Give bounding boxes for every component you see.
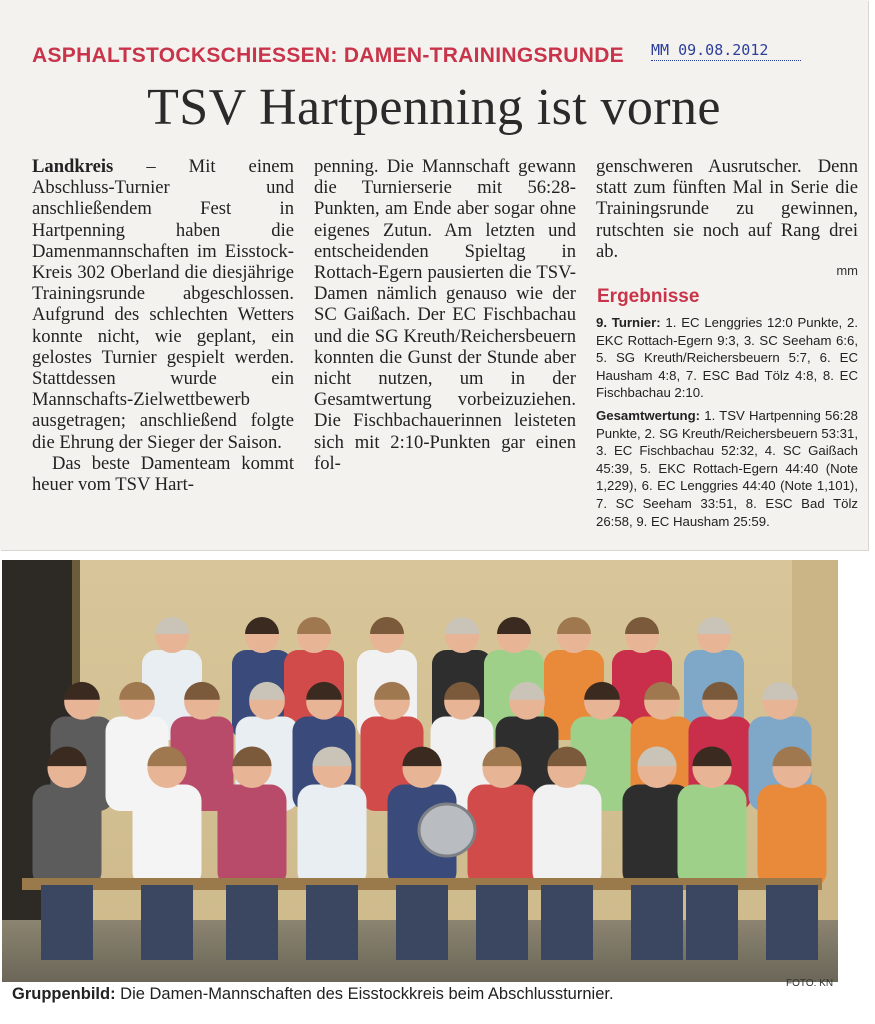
group-photo-illustration [2, 560, 838, 982]
results-text: 1. EC Lenggries 12:0 Punkte, 2. EKC Rottach-Egern 9:3, 3. SC Seeham 6:6, 5. SG Kreuth/Reichersbeuern 5:7, 6. EC Hausham 4:8, 7. ESC Bad Tölz 4:8, 8. EC Fischbachau 2:10. [596, 315, 858, 401]
person-body [533, 785, 602, 889]
person-legs [396, 885, 448, 960]
lead-word: Landkreis [32, 156, 114, 177]
person-body [468, 785, 537, 889]
group-photo [2, 560, 838, 982]
person-legs [226, 885, 278, 960]
column-1-text-2: Das beste Damenteam kommt heuer vom TSV Hart- [32, 452, 294, 496]
trophy-plate [419, 804, 475, 856]
results-heading: Ergebnisse [597, 286, 700, 307]
article-column-2 [314, 156, 576, 474]
caption-label: Gruppenbild: [12, 985, 116, 1003]
dateline-stamp: MM 09.08.2012 [651, 41, 769, 59]
kicker: ASPHALTSTOCKSCHIESSEN: DAMEN-TRAININGSRUNDE [32, 44, 624, 67]
article-column-3 [596, 156, 858, 281]
person-legs [686, 885, 738, 960]
results-box [596, 314, 858, 535]
person-legs [41, 885, 93, 960]
person-body [33, 785, 102, 889]
column-2-text: penning. Die Mannschaft gewann die Turnierserie mit 56:28-Punkten, am Ende aber sogar ohne eigenes Zutun. Am letzten und entscheidenden Spieltag in Rottach-Egern pausierten die TSV-Damen nämlich genauso wie der SC Gaißach. Der EC Fischbachau und die SG Kreuth/Reichersbeuern konnten die Gunst der Stunde aber nicht nutzen, um in der Gesamtwertung vorbeizuziehen. Die Fischbachauerinnen leisteten sich mit 2:10-Punkten gar einen fol- [314, 156, 576, 474]
dateline-underline [651, 60, 801, 61]
results-label: Gesamtwertung: [596, 407, 701, 423]
person-legs [541, 885, 593, 960]
person-body [758, 785, 827, 889]
photo-caption [12, 985, 614, 1004]
column-3-text: genschweren Ausrutscher. Denn statt zum fünften Mal in Serie die Trainingsrunde zu gewinnen, rutschten sie noch auf Rang drei ab. [596, 156, 858, 262]
photo-credit: FOTO: KN [786, 978, 834, 989]
results-tournament [596, 314, 858, 402]
author-initials: mm [836, 263, 858, 279]
caption-text: Die Damen-Mannschaften des Eisstockkreis beim Abschlussturnier. [115, 985, 614, 1003]
person-body [133, 785, 202, 889]
column-1-text: – Mit einem Abschluss-Turnier und anschließendem Fest in Hartpenning haben die Damenmannschaften im Eisstock-Kreis 302 Oberland die diesjährige Trainingsrunde abgeschlossen. Aufgrund des schlechten Wetters konnte nicht, wie geplant, ein gelostes Turnier gespielt werden. Stattdessen wurde ein Mannschafts-Zielwettbewerb ausgetragen; anschließend folgte die Ehrung der Sieger der Saison. [32, 156, 294, 453]
person-body [678, 785, 747, 889]
article-column-1 [32, 156, 294, 495]
person-legs [631, 885, 683, 960]
results-text: 1. TSV Hartpenning 56:28 Punkte, 2. SG Kreuth/Reichersbeuern 53:31, 3. EC Fischbachau 52:32, 4. SC Gaißach 45:39, 5. EKC Rottach-Egern 44:40 (Note 1,229), 6. EC Lenggries 44:40 (Note 1,101), 7. SC Seeham 33:51, 8. ESC Bad Tölz 26:58, 9. EC Hausham 25:59. [596, 407, 858, 529]
person-legs [306, 885, 358, 960]
person-legs [476, 885, 528, 960]
results-overall [596, 407, 858, 530]
results-label: 9. Turnier: [596, 315, 661, 330]
person-legs [141, 885, 193, 960]
person-body [218, 785, 287, 889]
headline: TSV Hartpenning ist vorne [147, 79, 721, 136]
person-legs [766, 885, 818, 960]
person-body [298, 785, 367, 889]
